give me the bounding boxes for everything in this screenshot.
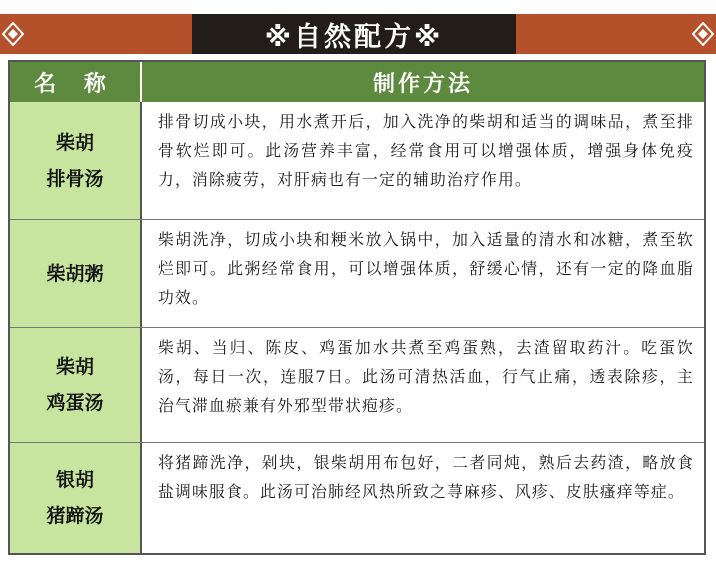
recipe-name-line: 银胡 xyxy=(55,469,94,491)
recipe-name-line: 鸡蛋汤 xyxy=(46,392,104,414)
table-row xyxy=(10,220,704,327)
recipe-name-line: 柴胡 xyxy=(55,131,94,154)
recipe-name xyxy=(10,220,140,327)
recipe-name-line: 柴胡 xyxy=(55,356,94,378)
title-banner xyxy=(0,0,716,60)
recipe-method: 柴胡洗净，切成小块和粳米放入锅中，加入适量的清水和冰糖，煮至软烂即可。此粥经常食用，可以增强体质，舒缓心情，还有一定的降血脂功效。 xyxy=(158,230,694,307)
table-row xyxy=(10,102,704,219)
recipe-name xyxy=(10,328,140,442)
recipe-name-line: 排骨汤 xyxy=(46,167,104,190)
table-row xyxy=(10,328,704,442)
table-row xyxy=(10,443,704,553)
table-header xyxy=(10,62,704,102)
recipe-name xyxy=(10,102,140,219)
recipe-name-line: 柴胡粥 xyxy=(46,262,104,285)
diamond-ornament-icon xyxy=(692,22,714,46)
header-method: 制作方法 xyxy=(372,71,473,97)
recipe-name-line: 猪蹄汤 xyxy=(46,505,104,527)
diamond-ornament-icon xyxy=(2,22,24,46)
recipe-method: 将猪蹄洗净，剁块，银柴胡用布包好，二者同炖，熟后去药渣，略放食盐调味服食。此汤可治肺经风热所致之荨麻疹、风疹、皮肤瘙痒等症。 xyxy=(158,453,694,501)
recipe-method: 排骨切成小块，用水煮开后，加入洗净的柴胡和适当的调味品，煮至排骨软烂即可。此汤营养丰富，经常食用可以增强体质，增强身体免疫力，消除疲劳，对肝病也有一定的辅助治疗作用。 xyxy=(158,112,694,189)
header-name: 名 称 xyxy=(34,71,116,97)
page-title: ※自然配方※ xyxy=(192,14,516,54)
recipe-name xyxy=(10,443,140,553)
recipe-method: 柴胡、当归、陈皮、鸡蛋加水共煮至鸡蛋熟，去渣留取药汁。吃蛋饮汤，每日一次，连服7日。此汤可清热活血，行气止痛，透表除疹，主治气滞血瘀兼有外邪型带状疱疹。 xyxy=(158,338,694,415)
recipe-table xyxy=(8,60,706,555)
